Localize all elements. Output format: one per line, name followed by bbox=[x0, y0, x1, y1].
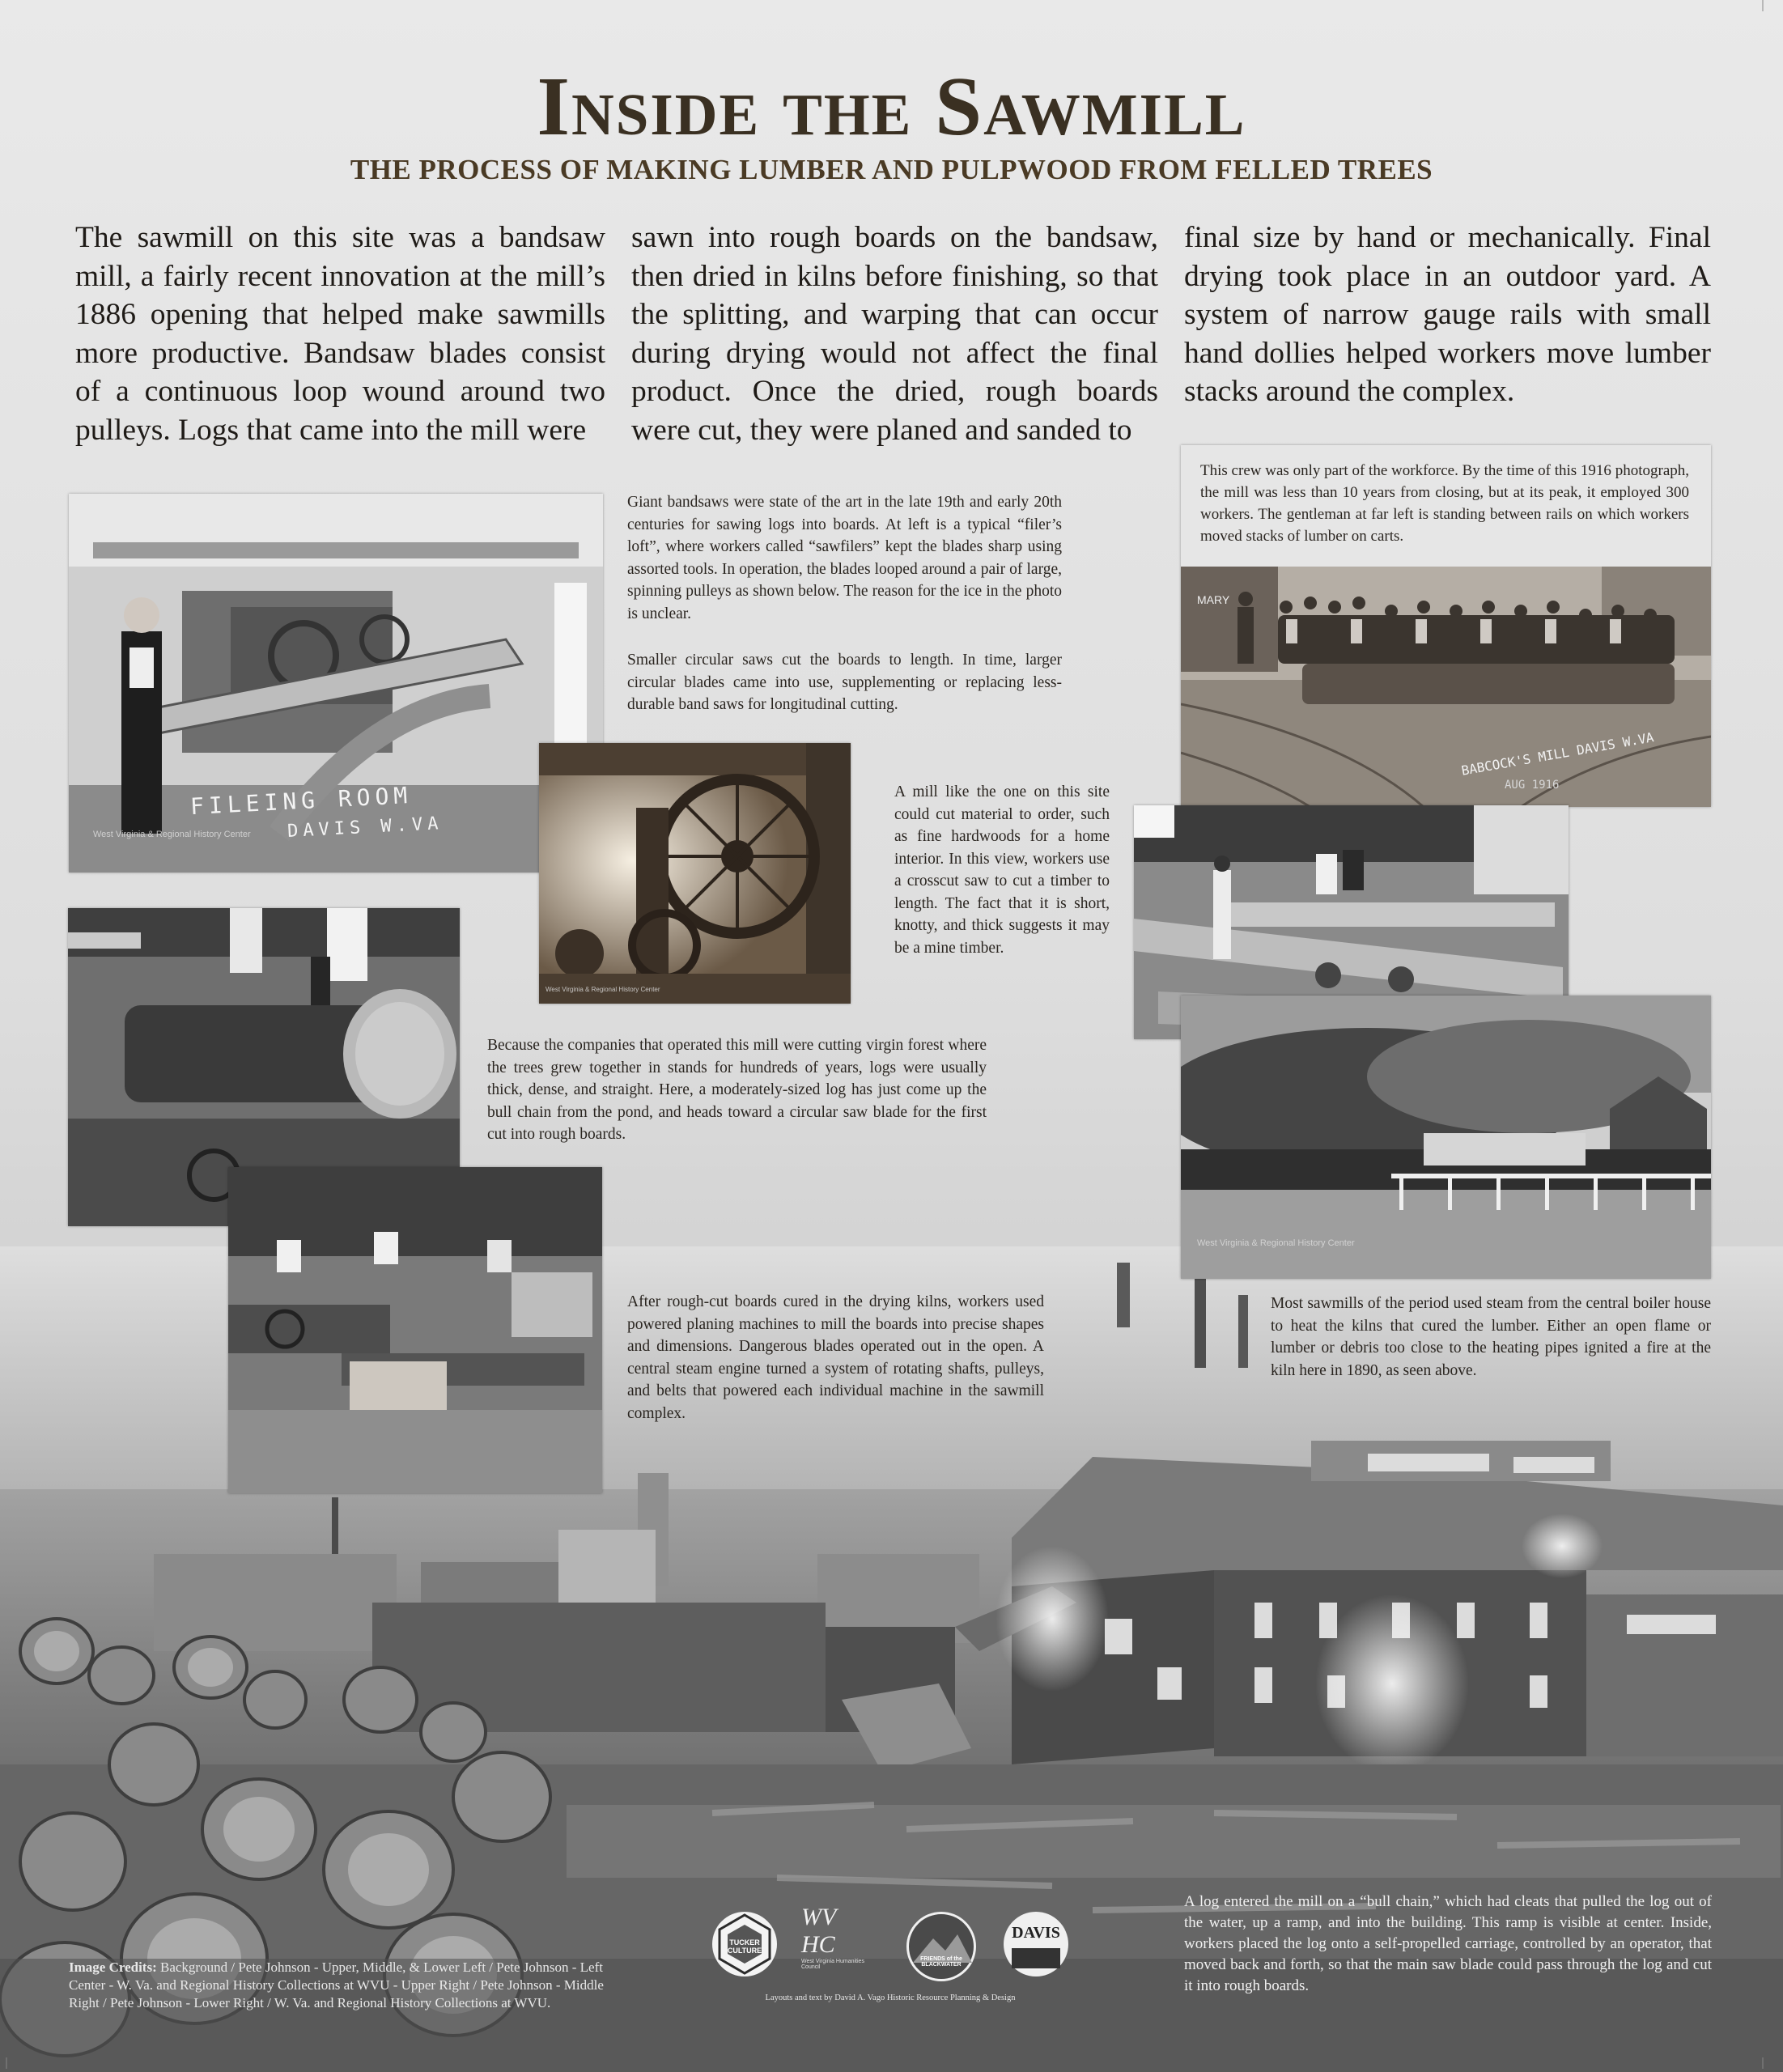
page-title: Inside the Sawmill bbox=[537, 60, 1246, 153]
caption-bandsaws: Giant bandsaws were state of the art in the late 19th and early 20th centuries for sawing logs into boards. At left is a typical “filer’s loft”, where workers called “sawfilers” kept the blades sharp using assorted tools. In operation, the blades looped around a pair of large, spinning pulleys as shown below. The reason for the ice in the photo is unclear. bbox=[627, 494, 1062, 622]
photo-watermark: West Virginia & Regional History Center bbox=[546, 986, 660, 993]
photo-label-crew-date: AUG 1916 bbox=[1505, 779, 1560, 792]
layout-credit: Layouts and text by David A. Vago Historic Resource Planning & Design bbox=[765, 1993, 1016, 2002]
davis-logo-text: DAVIS bbox=[1012, 1924, 1060, 1942]
photo-kiln-fire bbox=[1181, 996, 1711, 1279]
caption-cut-to-order: A mill like the one on this site could cut material to order, such as fine hardwoods for a home interior. In this view, workers use a crosscut saw to cut a timber to length. The fact that it is short, knotty, and thick suggests it may be a mine timber. bbox=[894, 783, 1110, 957]
davis-logo bbox=[1004, 1912, 1068, 1976]
caption-bull-chain: A log entered the mill on a “bull chain,” which had cleats that pulled the log out of the water, up a ramp, and into the building. This ramp is visible at center. Inside, workers placed the log onto a self-propelled carriage, controlled by an operator, that moved back and forth, so that the main saw blade could pass through the log and cut it into rough boards. bbox=[1184, 1893, 1712, 1994]
photo-label-filing-room: FILEING ROOM bbox=[189, 781, 413, 821]
photo-crew bbox=[1181, 445, 1711, 807]
photo-filing-room bbox=[69, 494, 603, 873]
page-subtitle: THE PROCESS OF MAKING LUMBER AND PULPWOOD FROM FELLED TREES bbox=[350, 154, 1433, 185]
registration-mark-icon bbox=[1756, 0, 1769, 13]
photo-label-mary: MARY bbox=[1197, 593, 1230, 606]
wv-humanities-logo bbox=[801, 1904, 874, 1976]
registration-mark-icon bbox=[0, 2056, 13, 2069]
sponsor-logos bbox=[712, 1904, 1076, 1985]
caption-kiln-fire: Most sawmills of the period used steam from the central boiler house to heat the kilns that cured the lumber. Either an open flame or lumber or debris too close to the heating pipes ignited a fire at the kiln here in 1890, as seen above. bbox=[1271, 1295, 1711, 1379]
friends-blackwater-logo-text: FRIENDS of the BLACKWATER bbox=[920, 1956, 962, 1968]
image-credits bbox=[69, 1959, 635, 2012]
photo-label-davis: DAVIS W.VA bbox=[287, 813, 444, 843]
photo-watermark: West Virginia & Regional History Center bbox=[93, 830, 251, 839]
tucker-culture-logo-text: TUCKER CULTURE bbox=[727, 1938, 762, 1955]
photo-watermark: West Virginia & Regional History Center bbox=[1197, 1238, 1355, 1248]
photo-planing-room bbox=[228, 1167, 602, 1493]
photo-label-crew-stamp: BABCOCK'S MILL DAVIS W.VA bbox=[1460, 729, 1655, 779]
tucker-culture-logo bbox=[712, 1912, 777, 1976]
caption-circular-saws: Smaller circular saws cut the boards to length. In time, larger circular blades came into use, supplementing or replacing less-durable band saws for longitudinal cutting. bbox=[627, 652, 1062, 713]
intro-column-3: final size by hand or mechanically. Final drying took place in an outdoor yard. A system of narrow gauge rails with small hand dollies helped workers move lumber stacks around the complex. bbox=[1184, 221, 1711, 408]
caption-planing: After rough-cut boards cured in the drying kilns, workers used powered planing machines to mill the boards into precise shapes and dimensions. Dangerous blades operated out in the open. A central steam engine turned a system of rotating shafts, pulleys, and belts that powered each individual machine in the sawmill complex. bbox=[627, 1293, 1044, 1422]
photo-bandsaw-pulley bbox=[539, 743, 851, 1004]
intro-column-1: The sawmill on this site was a bandsaw mill, a fairly recent innovation at the mill’s 1886 opening that helped make sawmills more productive. Bandsaw blades consist of a continuous loop wound around two pulleys. Logs that came into the mill were bbox=[75, 221, 605, 447]
intro-column-2: sawn into rough boards on the bandsaw, then dried in kilns before finishing, so that the splitting, and warping that can occur during drying would not affect the final product. Once the dried, rough boards were cut, they were planed and sanded to bbox=[631, 221, 1158, 447]
caption-virgin-forest: Because the companies that operated this mill were cutting virgin forest where the trees grew together in stands for hundreds of years, logs were usually thick, dense, and straight. Here, a moderately-sized log has just come up the bull chain from the pond, and heads toward a circular saw blade for the first cut into rough boards. bbox=[487, 1037, 987, 1143]
wv-humanities-logo-text: WV HC bbox=[801, 1904, 836, 1958]
image-credits-label: Image Credits: bbox=[69, 1959, 157, 1975]
caption-crew: This crew was only part of the workforce. By the time of this 1916 photograph, the mill was less than 10 years from closing, but at its peak, it employed 300 workers. The gentleman at far left is standing between rails on which workers moved stacks of lumber on carts. bbox=[1200, 462, 1689, 545]
image-credits-text: Background / Pete Johnson - Upper, Middle, & Lower Left / Pete Johnson - Left Center - W. Va. and Regional History Collections at WVU - Upper Right / Pete Johnson - Middle Right / Pete Johnson - Lower Right / W. Va. and Regional History Collections at WVU. bbox=[69, 1959, 604, 2010]
registration-mark-icon bbox=[1756, 2056, 1769, 2069]
wv-humanities-logo-sub: West Virginia Humanities Council bbox=[801, 1959, 864, 1970]
friends-blackwater-logo bbox=[906, 1912, 976, 1981]
